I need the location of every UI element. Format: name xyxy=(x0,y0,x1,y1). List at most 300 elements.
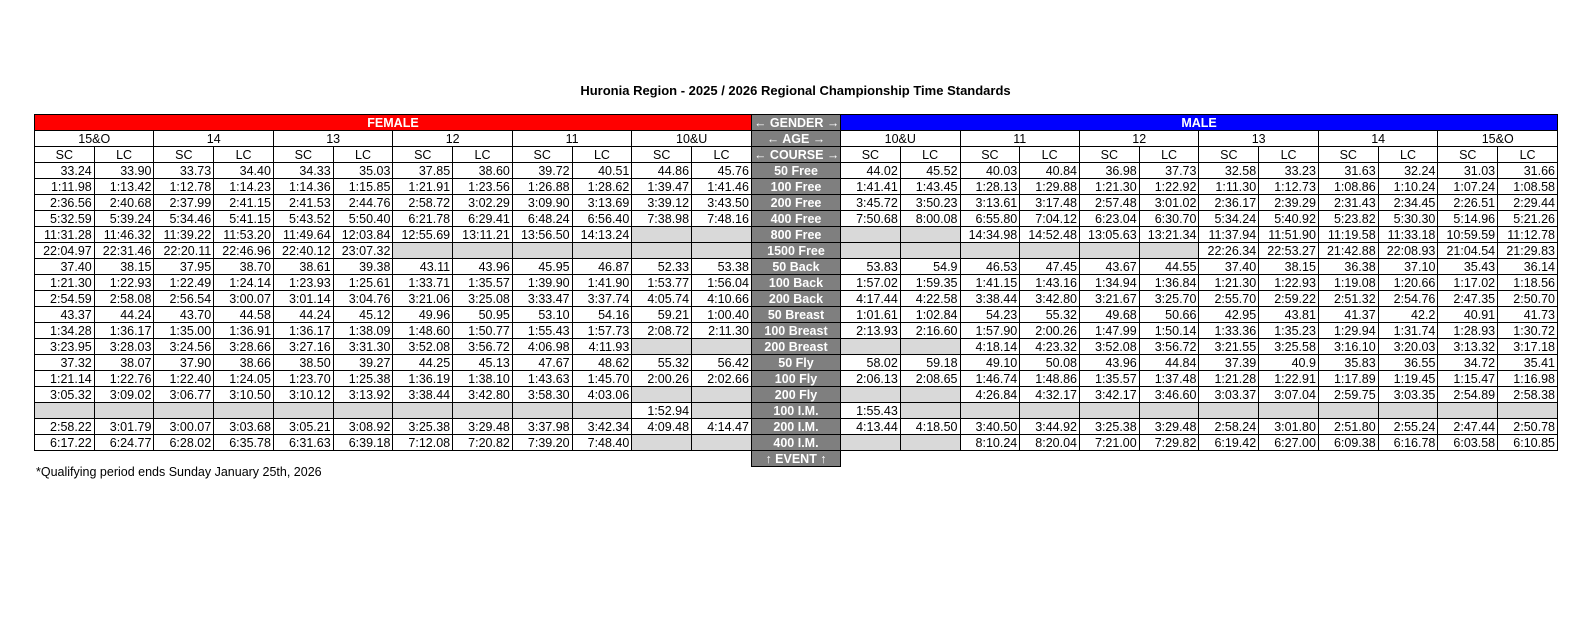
female-time-cell: 1:22.49 xyxy=(154,275,214,291)
female-time-cell: 3:23.95 xyxy=(35,339,95,355)
female-time-cell: 33.90 xyxy=(94,163,154,179)
blank-cell xyxy=(841,451,1558,467)
male-time-cell: 2:54.89 xyxy=(1438,387,1498,403)
female-time-cell: 3:28.66 xyxy=(214,339,274,355)
female-time-cell: 1:55.43 xyxy=(512,323,572,339)
female-time-cell: 45.76 xyxy=(692,163,752,179)
male-time-cell: 2:59.22 xyxy=(1259,291,1319,307)
female-time-cell: 37.40 xyxy=(35,259,95,275)
male-time-cell: 2:59.75 xyxy=(1318,387,1378,403)
female-time-cell: 4:09.48 xyxy=(632,419,692,435)
female-age-header: 13 xyxy=(273,131,392,147)
female-time-cell: 1:23.93 xyxy=(273,275,333,291)
female-time-cell: 11:39.22 xyxy=(154,227,214,243)
male-time-cell: 44.02 xyxy=(841,163,901,179)
female-time-cell: 11:31.28 xyxy=(35,227,95,243)
female-time-cell: 38.70 xyxy=(214,259,274,275)
male-time-cell: 3:42.17 xyxy=(1079,387,1139,403)
female-time-cell: 3:25.38 xyxy=(393,419,453,435)
female-time-cell: 1:25.38 xyxy=(333,371,393,387)
female-time-cell: 43.11 xyxy=(393,259,453,275)
male-time-cell: 1:36.84 xyxy=(1139,275,1199,291)
female-time-cell: 1:21.91 xyxy=(393,179,453,195)
male-time-cell: 3:52.08 xyxy=(1079,339,1139,355)
course-lc-header: LC xyxy=(692,147,752,163)
male-time-cell: 1:18.56 xyxy=(1498,275,1558,291)
event-name: 200 Fly xyxy=(751,387,840,403)
male-time-cell: 45.52 xyxy=(900,163,960,179)
female-time-cell: 3:01.79 xyxy=(94,419,154,435)
male-time-cell: 6:27.00 xyxy=(1259,435,1319,451)
male-time-cell: 3:21.55 xyxy=(1199,339,1259,355)
female-time-cell: 1:11.98 xyxy=(35,179,95,195)
male-time-cell: 1:19.08 xyxy=(1318,275,1378,291)
male-time-cell: 3:01.02 xyxy=(1139,195,1199,211)
female-time-cell: 45.13 xyxy=(453,355,513,371)
male-time-cell: 2:55.24 xyxy=(1378,419,1438,435)
female-time-cell: 3:42.34 xyxy=(572,419,632,435)
female-time-cell: 38.50 xyxy=(273,355,333,371)
male-time-cell: 11:37.94 xyxy=(1199,227,1259,243)
female-time-cell: 1:45.70 xyxy=(572,371,632,387)
male-time-cell: 3:20.03 xyxy=(1378,339,1438,355)
table-row xyxy=(35,259,1558,275)
female-time-cell xyxy=(512,403,572,419)
male-time-cell: 1:11.30 xyxy=(1199,179,1259,195)
female-time-cell: 1:57.73 xyxy=(572,323,632,339)
male-time-cell: 1:57.02 xyxy=(841,275,901,291)
male-time-cell: 3:17.48 xyxy=(1020,195,1080,211)
female-time-cell xyxy=(512,243,572,259)
female-time-cell: 37.90 xyxy=(154,355,214,371)
male-time-cell xyxy=(1199,403,1259,419)
female-time-cell: 22:40.12 xyxy=(273,243,333,259)
female-time-cell: 38.15 xyxy=(94,259,154,275)
course-sc-header: SC xyxy=(154,147,214,163)
male-time-cell: 31.66 xyxy=(1498,163,1558,179)
male-time-cell: 3:25.70 xyxy=(1139,291,1199,307)
table-row xyxy=(35,275,1558,291)
female-time-cell xyxy=(94,403,154,419)
female-time-cell: 3:10.50 xyxy=(214,387,274,403)
male-time-cell: 6:23.04 xyxy=(1079,211,1139,227)
course-row xyxy=(35,147,1558,163)
gender-label: ← GENDER → xyxy=(751,115,840,131)
male-age-header: 12 xyxy=(1079,131,1198,147)
female-time-cell: 5:43.52 xyxy=(273,211,333,227)
female-time-cell: 1:22.93 xyxy=(94,275,154,291)
event-name: 100 Free xyxy=(751,179,840,195)
male-time-cell: 8:10.24 xyxy=(960,435,1020,451)
female-age-header: 11 xyxy=(512,131,631,147)
table-row xyxy=(35,195,1558,211)
female-time-cell: 1:41.46 xyxy=(692,179,752,195)
female-time-cell: 3:27.16 xyxy=(273,339,333,355)
female-time-cell: 11:46.32 xyxy=(94,227,154,243)
male-time-cell: 13:21.34 xyxy=(1139,227,1199,243)
male-time-cell: 35.41 xyxy=(1498,355,1558,371)
female-time-cell: 5:32.59 xyxy=(35,211,95,227)
female-time-cell: 44.24 xyxy=(94,307,154,323)
female-time-cell: 4:05.74 xyxy=(632,291,692,307)
male-time-cell: 1:01.61 xyxy=(841,307,901,323)
male-time-cell: 36.98 xyxy=(1079,163,1139,179)
male-time-cell: 31.03 xyxy=(1438,163,1498,179)
male-time-cell: 1:41.15 xyxy=(960,275,1020,291)
female-time-cell: 1:36.17 xyxy=(273,323,333,339)
male-time-cell: 35.83 xyxy=(1318,355,1378,371)
male-time-cell: 1:12.73 xyxy=(1259,179,1319,195)
female-time-cell: 1:23.56 xyxy=(453,179,513,195)
male-time-cell: 2:31.43 xyxy=(1318,195,1378,211)
female-time-cell: 2:40.68 xyxy=(94,195,154,211)
male-time-cell: 2:13.93 xyxy=(841,323,901,339)
male-time-cell: 1:17.02 xyxy=(1438,275,1498,291)
male-time-cell: 36.38 xyxy=(1318,259,1378,275)
age-row xyxy=(35,131,1558,147)
female-time-cell: 3:42.80 xyxy=(453,387,513,403)
course-lc-header: LC xyxy=(214,147,274,163)
male-time-cell: 11:51.90 xyxy=(1259,227,1319,243)
male-time-cell: 3:16.10 xyxy=(1318,339,1378,355)
male-time-cell: 6:30.70 xyxy=(1139,211,1199,227)
female-time-cell: 52.33 xyxy=(632,259,692,275)
male-time-cell: 1:10.24 xyxy=(1378,179,1438,195)
female-header: FEMALE xyxy=(35,115,752,131)
male-time-cell xyxy=(900,227,960,243)
male-time-cell: 21:42.88 xyxy=(1318,243,1378,259)
female-time-cell: 7:12.08 xyxy=(393,435,453,451)
female-time-cell xyxy=(632,387,692,403)
female-time-cell: 48.62 xyxy=(572,355,632,371)
male-time-cell: 1:21.28 xyxy=(1199,371,1259,387)
female-time-cell: 22:46.96 xyxy=(214,243,274,259)
course-lc-header: LC xyxy=(333,147,393,163)
event-name: 50 Breast xyxy=(751,307,840,323)
male-time-cell: 1:41.41 xyxy=(841,179,901,195)
female-time-cell: 3:00.07 xyxy=(214,291,274,307)
female-time-cell: 3:31.30 xyxy=(333,339,393,355)
male-time-cell: 50.08 xyxy=(1020,355,1080,371)
male-time-cell: 4:22.58 xyxy=(900,291,960,307)
male-time-cell: 43.96 xyxy=(1079,355,1139,371)
course-sc-header: SC xyxy=(512,147,572,163)
female-time-cell: 1:36.91 xyxy=(214,323,274,339)
male-time-cell: 4:17.44 xyxy=(841,291,901,307)
female-time-cell: 6:39.18 xyxy=(333,435,393,451)
age-label: ← AGE → xyxy=(751,131,840,147)
female-time-cell: 3:00.07 xyxy=(154,419,214,435)
male-time-cell: 4:26.84 xyxy=(960,387,1020,403)
female-time-cell: 6:24.77 xyxy=(94,435,154,451)
male-time-cell: 47.45 xyxy=(1020,259,1080,275)
male-time-cell: 1:30.72 xyxy=(1498,323,1558,339)
female-time-cell: 3:06.77 xyxy=(154,387,214,403)
female-time-cell: 5:34.46 xyxy=(154,211,214,227)
female-time-cell: 37.32 xyxy=(35,355,95,371)
female-time-cell: 1:50.77 xyxy=(453,323,513,339)
male-time-cell: 42.95 xyxy=(1199,307,1259,323)
male-time-cell: 1:22.92 xyxy=(1139,179,1199,195)
male-time-cell: 42.2 xyxy=(1378,307,1438,323)
female-time-cell xyxy=(692,387,752,403)
female-time-cell: 1:14.23 xyxy=(214,179,274,195)
event-name: 50 Fly xyxy=(751,355,840,371)
female-time-cell: 43.70 xyxy=(154,307,214,323)
male-time-cell: 33.23 xyxy=(1259,163,1319,179)
female-time-cell: 23:07.32 xyxy=(333,243,393,259)
male-time-cell: 3:40.50 xyxy=(960,419,1020,435)
female-time-cell: 1:21.14 xyxy=(35,371,95,387)
male-time-cell: 7:50.68 xyxy=(841,211,901,227)
female-time-cell: 1:36.17 xyxy=(94,323,154,339)
female-time-cell: 1:43.63 xyxy=(512,371,572,387)
female-time-cell: 5:41.15 xyxy=(214,211,274,227)
female-time-cell: 1:53.77 xyxy=(632,275,692,291)
male-time-cell xyxy=(841,387,901,403)
male-time-cell: 2:51.80 xyxy=(1318,419,1378,435)
event-name: 200 I.M. xyxy=(751,419,840,435)
female-time-cell: 3:02.29 xyxy=(453,195,513,211)
male-time-cell: 1:33.36 xyxy=(1199,323,1259,339)
female-age-header: 15&O xyxy=(35,131,154,147)
male-time-cell: 2:47.44 xyxy=(1438,419,1498,435)
female-time-cell xyxy=(572,403,632,419)
female-time-cell: 1:21.30 xyxy=(35,275,95,291)
female-time-cell: 39.38 xyxy=(333,259,393,275)
male-time-cell xyxy=(900,243,960,259)
female-time-cell: 44.24 xyxy=(273,307,333,323)
male-time-cell: 1:55.43 xyxy=(841,403,901,419)
male-time-cell: 21:29.83 xyxy=(1498,243,1558,259)
course-lc-header: LC xyxy=(1139,147,1199,163)
female-time-cell xyxy=(333,403,393,419)
female-time-cell: 33.73 xyxy=(154,163,214,179)
female-time-cell: 7:38.98 xyxy=(632,211,692,227)
male-time-cell: 1:22.91 xyxy=(1259,371,1319,387)
female-time-cell: 53.10 xyxy=(512,307,572,323)
male-time-cell: 32.58 xyxy=(1199,163,1259,179)
male-time-cell: 1:08.86 xyxy=(1318,179,1378,195)
female-time-cell: 2:00.26 xyxy=(632,371,692,387)
table-row xyxy=(35,339,1558,355)
male-time-cell: 3:03.35 xyxy=(1378,387,1438,403)
male-time-cell: 2:00.26 xyxy=(1020,323,1080,339)
male-time-cell xyxy=(1079,403,1139,419)
female-time-cell: 3:24.56 xyxy=(154,339,214,355)
male-time-cell: 3:46.60 xyxy=(1139,387,1199,403)
male-time-cell: 1:57.90 xyxy=(960,323,1020,339)
course-sc-header: SC xyxy=(1318,147,1378,163)
female-time-cell: 3:05.21 xyxy=(273,419,333,435)
female-time-cell: 3:28.03 xyxy=(94,339,154,355)
male-time-cell: 11:12.78 xyxy=(1498,227,1558,243)
male-age-header: 11 xyxy=(960,131,1079,147)
female-time-cell: 38.60 xyxy=(453,163,513,179)
male-time-cell: 6:16.78 xyxy=(1378,435,1438,451)
male-time-cell: 46.53 xyxy=(960,259,1020,275)
female-time-cell: 45.12 xyxy=(333,307,393,323)
male-time-cell: 1:19.45 xyxy=(1378,371,1438,387)
male-time-cell: 7:04.12 xyxy=(1020,211,1080,227)
male-time-cell: 4:18.50 xyxy=(900,419,960,435)
female-time-cell xyxy=(214,403,274,419)
male-time-cell: 2:34.45 xyxy=(1378,195,1438,211)
male-time-cell: 1:07.24 xyxy=(1438,179,1498,195)
female-time-cell: 34.40 xyxy=(214,163,274,179)
female-time-cell: 55.32 xyxy=(632,355,692,371)
female-time-cell: 1:14.36 xyxy=(273,179,333,195)
male-time-cell: 3:01.80 xyxy=(1259,419,1319,435)
footnote: *Qualifying period ends Sunday January 25th, 2026 xyxy=(36,465,322,479)
female-time-cell: 5:39.24 xyxy=(94,211,154,227)
female-time-cell: 22:20.11 xyxy=(154,243,214,259)
female-time-cell: 11:49.64 xyxy=(273,227,333,243)
table-row xyxy=(35,307,1558,323)
male-time-cell: 3:50.23 xyxy=(900,195,960,211)
female-time-cell: 6:21.78 xyxy=(393,211,453,227)
female-time-cell: 2:37.99 xyxy=(154,195,214,211)
female-time-cell: 3:33.47 xyxy=(512,291,572,307)
male-time-cell: 4:18.14 xyxy=(960,339,1020,355)
male-time-cell xyxy=(960,243,1020,259)
female-time-cell: 1:22.76 xyxy=(94,371,154,387)
male-time-cell: 3:56.72 xyxy=(1139,339,1199,355)
male-time-cell xyxy=(1020,403,1080,419)
course-lc-header: LC xyxy=(572,147,632,163)
male-time-cell: 5:30.30 xyxy=(1378,211,1438,227)
female-time-cell: 4:14.47 xyxy=(692,419,752,435)
female-time-cell: 6:48.24 xyxy=(512,211,572,227)
female-time-cell: 11:53.20 xyxy=(214,227,274,243)
female-time-cell: 3:58.30 xyxy=(512,387,572,403)
male-time-cell: 1:16.98 xyxy=(1498,371,1558,387)
male-time-cell: 3:07.04 xyxy=(1259,387,1319,403)
male-time-cell: 1:46.74 xyxy=(960,371,1020,387)
male-time-cell: 4:23.32 xyxy=(1020,339,1080,355)
male-time-cell: 2:54.76 xyxy=(1378,291,1438,307)
male-time-cell: 1:21.30 xyxy=(1199,275,1259,291)
female-time-cell: 3:09.90 xyxy=(512,195,572,211)
table-row xyxy=(35,291,1558,307)
male-time-cell: 2:08.65 xyxy=(900,371,960,387)
male-time-cell: 2:50.78 xyxy=(1498,419,1558,435)
female-time-cell: 3:37.98 xyxy=(512,419,572,435)
course-lc-header: LC xyxy=(1498,147,1558,163)
male-time-cell: 1:29.94 xyxy=(1318,323,1378,339)
female-time-cell xyxy=(692,435,752,451)
male-time-cell: 5:14.96 xyxy=(1438,211,1498,227)
male-time-cell: 40.9 xyxy=(1259,355,1319,371)
male-time-cell xyxy=(1139,403,1199,419)
female-time-cell: 6:56.40 xyxy=(572,211,632,227)
male-time-cell: 1:43.45 xyxy=(900,179,960,195)
male-time-cell xyxy=(960,403,1020,419)
male-time-cell: 14:34.98 xyxy=(960,227,1020,243)
female-time-cell xyxy=(273,403,333,419)
course-lc-header: LC xyxy=(1378,147,1438,163)
male-time-cell: 6:19.42 xyxy=(1199,435,1259,451)
course-sc-header: SC xyxy=(841,147,901,163)
time-standards-table xyxy=(34,114,1558,467)
female-time-cell xyxy=(692,403,752,419)
male-time-cell: 32.24 xyxy=(1378,163,1438,179)
female-time-cell: 59.21 xyxy=(632,307,692,323)
table-row xyxy=(35,435,1558,451)
course-label: ← COURSE → xyxy=(751,147,840,163)
male-time-cell: 2:39.29 xyxy=(1259,195,1319,211)
female-time-cell: 47.67 xyxy=(512,355,572,371)
course-lc-header: LC xyxy=(1020,147,1080,163)
female-time-cell: 4:06.98 xyxy=(512,339,572,355)
table-row xyxy=(35,227,1558,243)
female-time-cell xyxy=(632,243,692,259)
male-time-cell: 50.66 xyxy=(1139,307,1199,323)
course-sc-header: SC xyxy=(1079,147,1139,163)
female-time-cell xyxy=(453,243,513,259)
male-time-cell: 36.14 xyxy=(1498,259,1558,275)
male-time-cell: 43.67 xyxy=(1079,259,1139,275)
male-age-header: 14 xyxy=(1318,131,1437,147)
table-row xyxy=(35,179,1558,195)
male-time-cell: 40.91 xyxy=(1438,307,1498,323)
female-time-cell: 1:52.94 xyxy=(632,403,692,419)
female-time-cell: 3:52.08 xyxy=(393,339,453,355)
male-time-cell xyxy=(1020,243,1080,259)
male-time-cell: 3:42.80 xyxy=(1020,291,1080,307)
female-time-cell: 7:48.16 xyxy=(692,211,752,227)
male-time-cell: 1:50.14 xyxy=(1139,323,1199,339)
female-time-cell: 39.27 xyxy=(333,355,393,371)
male-time-cell: 3:25.58 xyxy=(1259,339,1319,355)
female-time-cell xyxy=(393,243,453,259)
female-time-cell: 2:02.66 xyxy=(692,371,752,387)
female-time-cell: 1:35.00 xyxy=(154,323,214,339)
female-age-header: 14 xyxy=(154,131,273,147)
male-time-cell: 31.63 xyxy=(1318,163,1378,179)
male-time-cell: 2:55.70 xyxy=(1199,291,1259,307)
female-age-header: 10&U xyxy=(632,131,752,147)
male-time-cell: 6:03.58 xyxy=(1438,435,1498,451)
female-time-cell: 38.07 xyxy=(94,355,154,371)
female-time-cell: 7:39.20 xyxy=(512,435,572,451)
event-name: 200 Free xyxy=(751,195,840,211)
male-time-cell: 1:21.30 xyxy=(1079,179,1139,195)
female-time-cell: 40.51 xyxy=(572,163,632,179)
female-time-cell: 1:35.57 xyxy=(453,275,513,291)
male-time-cell: 49.68 xyxy=(1079,307,1139,323)
male-age-header: 13 xyxy=(1199,131,1318,147)
event-name: 400 Free xyxy=(751,211,840,227)
female-time-cell: 46.87 xyxy=(572,259,632,275)
female-time-cell: 43.37 xyxy=(35,307,95,323)
male-time-cell: 3:21.67 xyxy=(1079,291,1139,307)
female-time-cell: 2:58.22 xyxy=(35,419,95,435)
male-time-cell xyxy=(900,339,960,355)
female-time-cell: 45.95 xyxy=(512,259,572,275)
male-time-cell: 41.37 xyxy=(1318,307,1378,323)
male-time-cell: 1:28.13 xyxy=(960,179,1020,195)
female-time-cell: 56.42 xyxy=(692,355,752,371)
female-time-cell: 2:58.72 xyxy=(393,195,453,211)
female-time-cell xyxy=(632,339,692,355)
male-time-cell: 1:17.89 xyxy=(1318,371,1378,387)
female-time-cell: 3:43.50 xyxy=(692,195,752,211)
female-time-cell: 6:35.78 xyxy=(214,435,274,451)
female-time-cell: 1:22.40 xyxy=(154,371,214,387)
female-time-cell: 3:08.92 xyxy=(333,419,393,435)
female-time-cell: 1:15.85 xyxy=(333,179,393,195)
